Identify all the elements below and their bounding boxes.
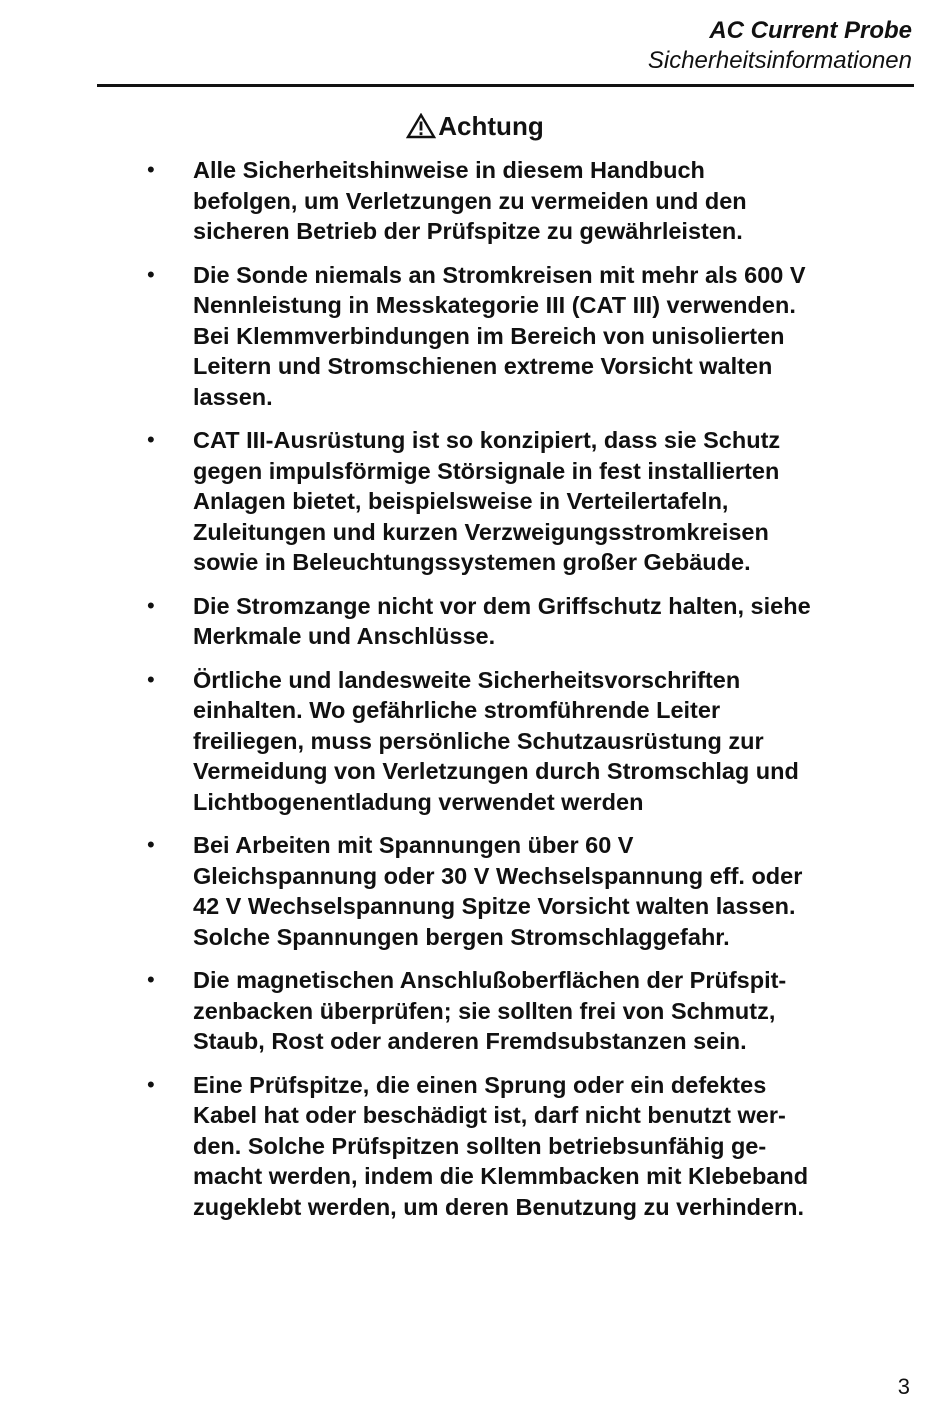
warning-text-line: zugeklebt werden, um deren Benutzung zu verhindern. — [193, 1193, 805, 1220]
bullet-icon: • — [147, 967, 155, 992]
warning-text-line: Gleichspannung oder 30 V Wechselspannung eff. oder — [193, 862, 803, 889]
warning-text-line: Solche Spannungen bergen Stromschlaggefahr. — [193, 923, 730, 950]
warning-heading — [0, 110, 950, 146]
warning-list-item — [147, 665, 873, 818]
warning-text-line: sicheren Betrieb der Prüfspitze zu gewährleisten. — [193, 218, 743, 244]
header-divider — [97, 84, 914, 87]
bullet-icon: • — [147, 427, 155, 452]
warning-list-item — [147, 260, 873, 413]
page-number: 3 — [897, 1374, 910, 1399]
warning-text-line: Vermeidung von Verletzungen durch Stromschlag und — [193, 758, 799, 784]
warning-triangle-icon — [406, 113, 436, 146]
running-header — [648, 16, 912, 76]
bullet-icon: • — [147, 832, 155, 857]
warning-text-line: Zuleitungen und kurzen Verzweigungsstromkreisen — [193, 518, 769, 545]
warning-list-item — [147, 965, 873, 1057]
bullet-icon: • — [147, 592, 155, 618]
warning-text-line: gegen impulsförmige Störsignale in fest installierten — [193, 457, 780, 484]
warning-text-line: Die magnetischen Anschlußoberflächen der Prüfspit- — [193, 967, 787, 993]
warning-text-line: Die Stromzange nicht vor dem Griffschutz halten, siehe — [193, 592, 811, 619]
bullet-icon: • — [147, 1071, 155, 1097]
warning-text-line: lassen. — [193, 383, 273, 410]
warning-text-line: Nennleistung in Messkategorie III (CAT III) verwenden. — [193, 292, 796, 318]
warning-text-line: Anlagen bietet, beispielsweise in Verteilertafeln, — [193, 488, 729, 514]
warning-text-line: CAT III-Ausrüstung ist so konzipiert, dass sie Schutz — [193, 427, 781, 453]
warning-list-item — [147, 591, 873, 652]
warning-text-line: macht werden, indem die Klemmbacken mit Klebeband — [193, 1163, 809, 1189]
warning-heading-text: Achtung — [438, 111, 544, 141]
warning-text-line: 42 V Wechselspannung Spitze Vorsicht walten lassen. — [193, 893, 796, 919]
warning-text-line: Bei Arbeiten mit Spannungen über 60 V — [193, 832, 634, 858]
warning-text-line: Kabel hat oder beschädigt ist, darf nicht benutzt wer- — [193, 1102, 786, 1128]
warning-text-line: befolgen, um Verletzungen zu vermeiden und den — [193, 187, 747, 214]
warning-text-line: Die Sonde niemals an Stromkreisen mit mehr als 600 V — [193, 261, 806, 288]
warning-text-line: Örtliche und landesweite Sicherheitsvorschriften — [193, 666, 741, 693]
header-subtitle: Sicherheitsinformationen — [647, 47, 912, 74]
warning-text-line: Bei Klemmverbindungen im Bereich von unisolierten — [193, 322, 785, 349]
warning-text-line: zenbacken überprüfen; sie sollten frei von Schmutz, — [193, 997, 776, 1024]
warning-text-line: Alle Sicherheitshinweise in diesem Handbuch — [193, 157, 705, 183]
warning-list-item — [147, 1070, 873, 1223]
warning-list-item — [147, 155, 873, 247]
warning-text-line: einhalten. Wo gefährliche stromführende Leiter — [193, 697, 721, 723]
bullet-icon: • — [147, 157, 155, 182]
header-title: AC Current Probe — [709, 17, 912, 44]
warning-text-line: Merkmale und Anschlüsse. — [193, 623, 496, 649]
warning-text-line: freiliegen, muss persönliche Schutzausrüstung zur — [193, 727, 764, 754]
warning-list-item — [147, 425, 873, 578]
warning-text-line: Eine Prüfspitze, die einen Sprung oder ein defektes — [193, 1071, 767, 1098]
warning-text-line: Staub, Rost oder anderen Fremdsubstanzen sein. — [193, 1028, 747, 1054]
warning-text-line: den. Solche Prüfspitzen sollten betriebsunfähig ge- — [193, 1132, 767, 1159]
bullet-icon: • — [147, 666, 155, 692]
warning-text-line: Leitern und Stromschienen extreme Vorsicht walten — [193, 353, 773, 379]
warning-list — [147, 155, 873, 1235]
warning-text-line: Lichtbogenentladung verwendet werden — [193, 788, 644, 815]
warning-text-line: sowie in Beleuchtungssystemen großer Gebäude. — [193, 549, 751, 575]
warning-list-item — [147, 830, 873, 952]
bullet-icon: • — [147, 261, 155, 287]
